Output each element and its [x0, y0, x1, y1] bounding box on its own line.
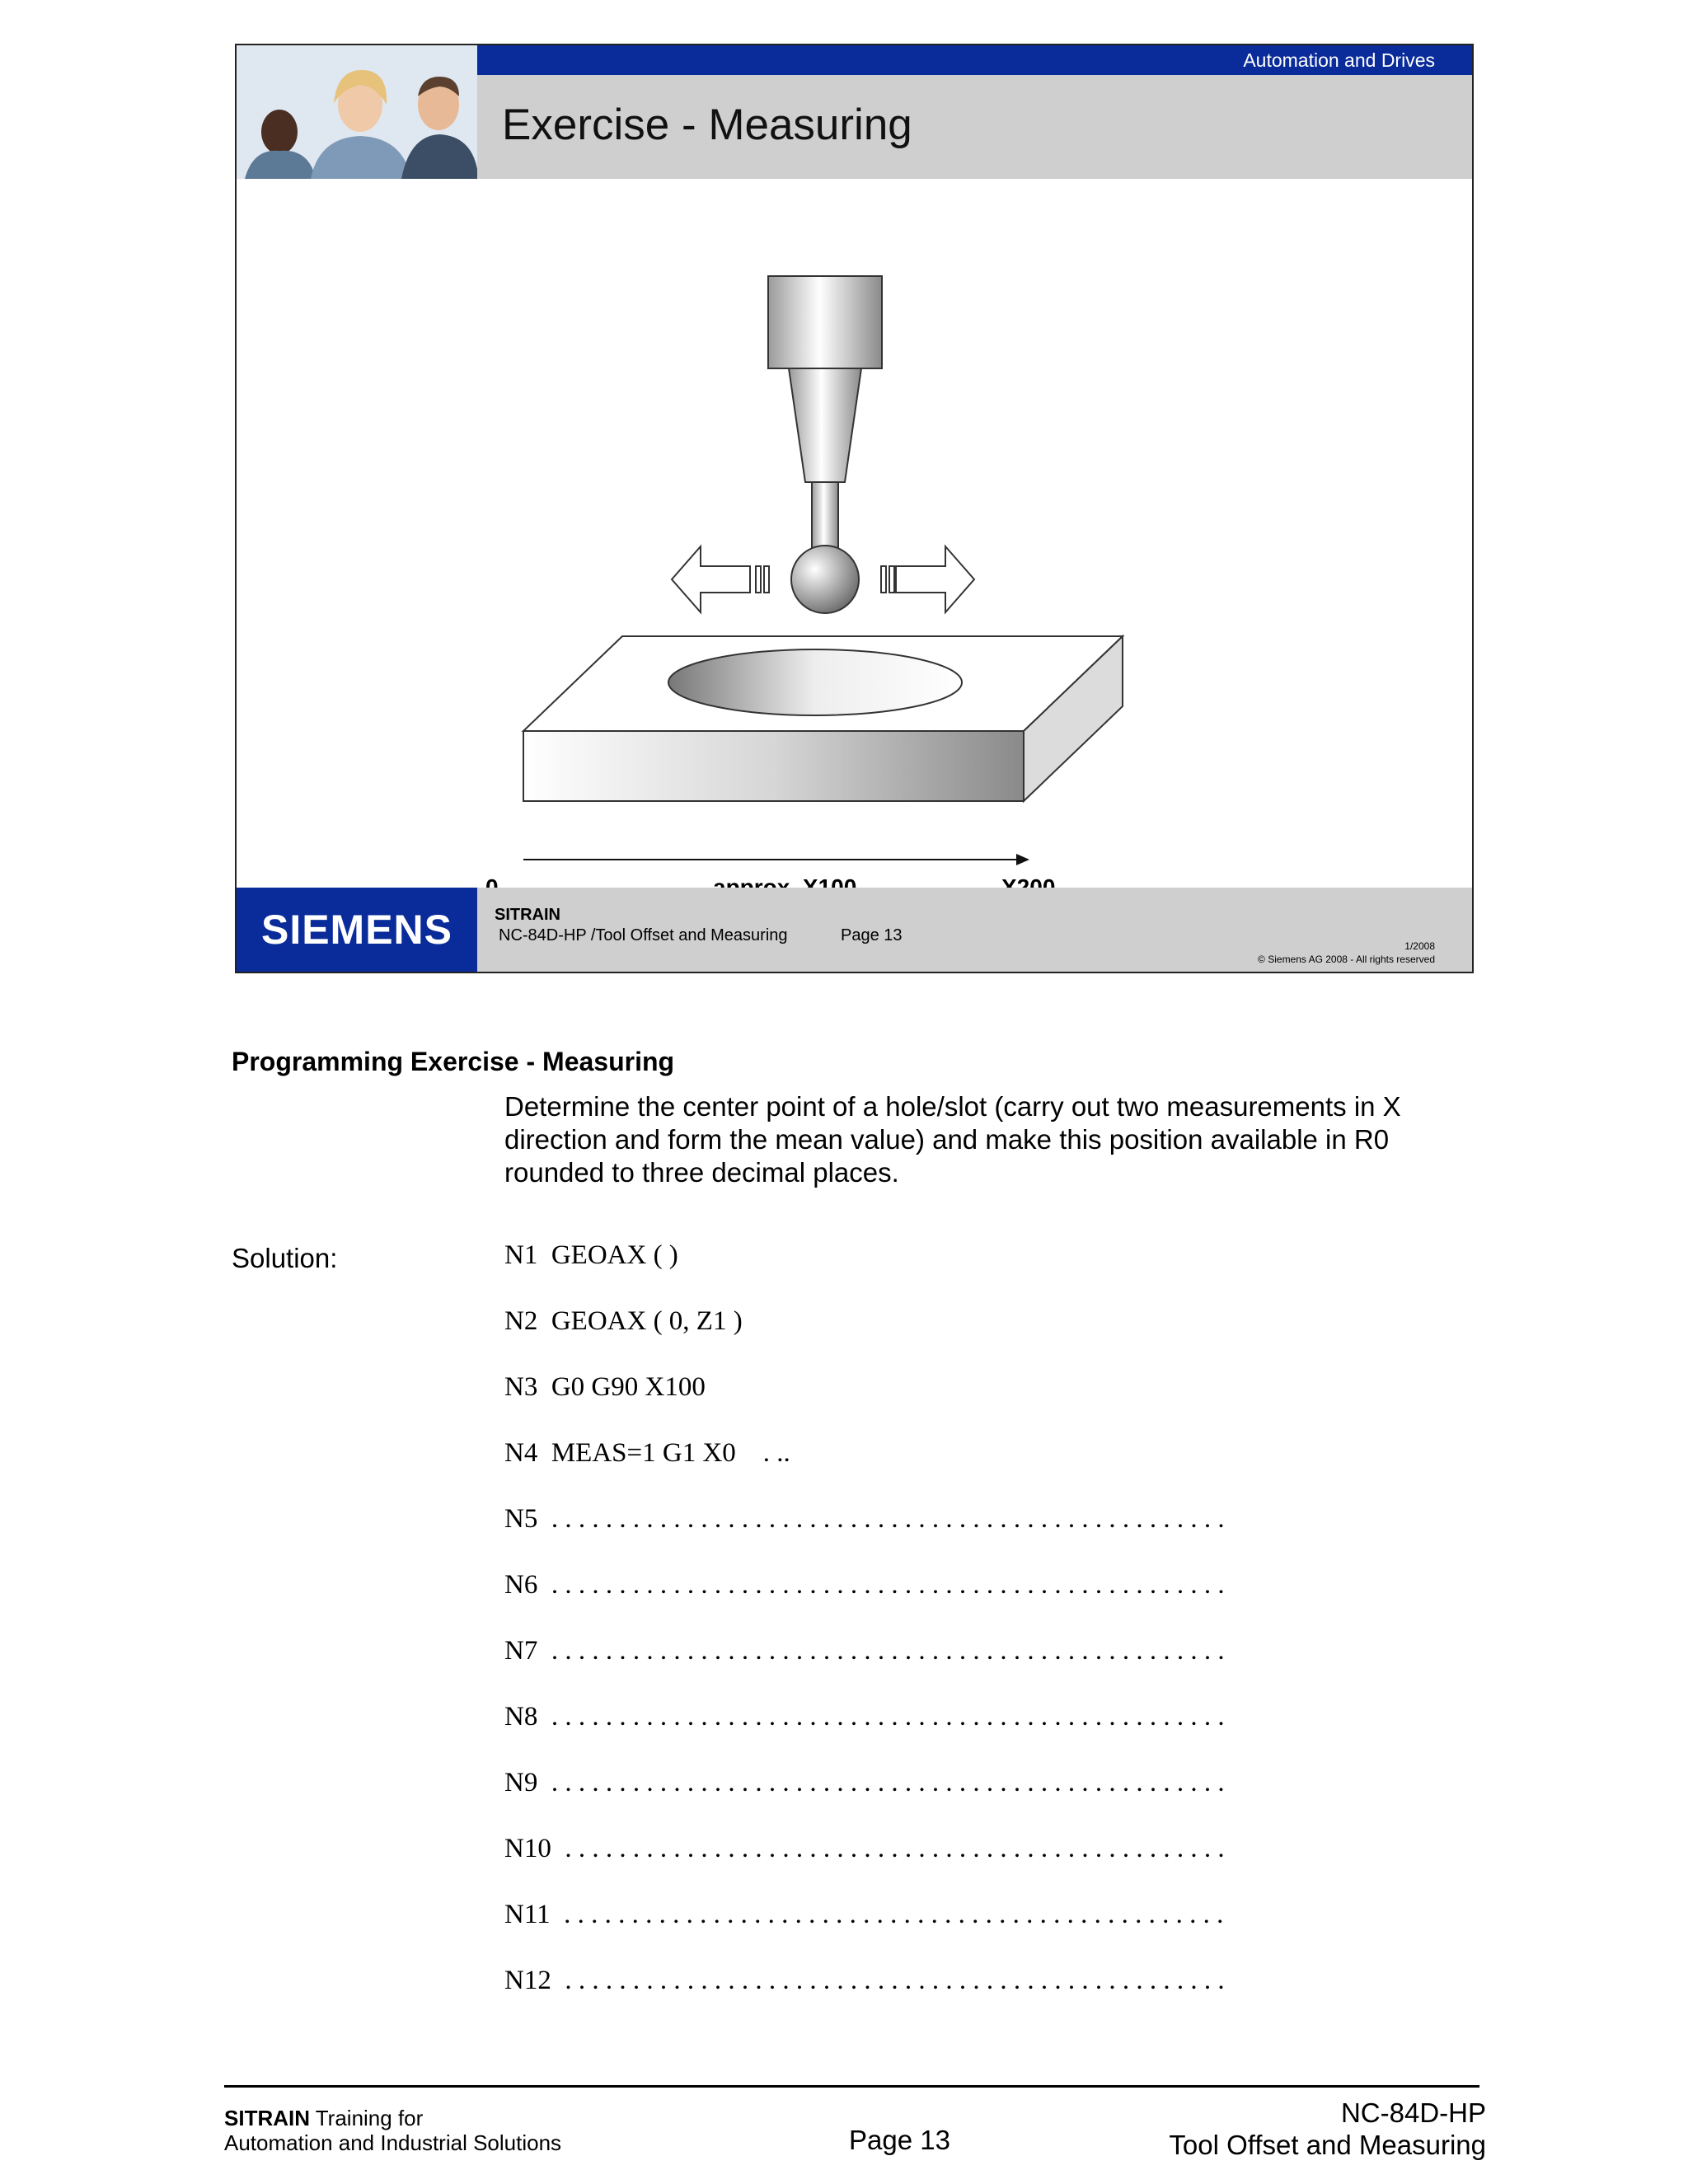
probe-ball: [791, 546, 859, 613]
probe-taper: [789, 368, 861, 482]
page-footer-left-line2: Automation and Industrial Solutions: [224, 2130, 562, 2155]
code-line: N10 . . . . . . . . . . . . . . . . . . . . . . . . . . . . . . . . . . . . . . . . . . . . . . . . .: [504, 1834, 1225, 1863]
hole: [668, 649, 962, 715]
code-line: N11 . . . . . . . . . . . . . . . . . . . . . . . . . . . . . . . . . . . . . . . . . . . . . . . . .: [504, 1900, 1224, 1929]
footer-page: Page 13: [841, 926, 903, 944]
workpiece-front: [523, 731, 1024, 801]
page-footer-course-title: Tool Offset and Measuring: [1169, 2130, 1486, 2160]
right-arrow: [881, 546, 974, 612]
solution-label: Solution:: [232, 1243, 338, 1273]
code-line: N2 GEOAX ( 0, Z1 ): [504, 1306, 743, 1336]
probe-holder: [768, 276, 882, 368]
footer-course: NC-84D-HP /Tool Offset and Measuring: [499, 926, 788, 944]
x-axis-arrowhead: [1016, 854, 1029, 865]
title-bar: [477, 75, 1472, 179]
code-line: N3 G0 G90 X100: [504, 1372, 706, 1402]
code-line: N4 MEAS=1 G1 X0 . ..: [504, 1438, 790, 1468]
page-footer-left-line1: [224, 2106, 423, 2131]
siemens-logo: SIEMENS: [237, 888, 477, 972]
brand-bar: [477, 45, 1472, 75]
page-footer-brand: SITRAIN: [224, 2106, 310, 2130]
code-line: N6 . . . . . . . . . . . . . . . . . . . . . . . . . . . . . . . . . . . . . . . . . . . . . . . . . .: [504, 1570, 1225, 1600]
slide-title: Exercise - Measuring: [502, 101, 912, 149]
code-line: N7 . . . . . . . . . . . . . . . . . . . . . . . . . . . . . . . . . . . . . . . . . . . . . . . . . .: [504, 1636, 1225, 1666]
footer-divider: [224, 2085, 1479, 2088]
code-line: N9 . . . . . . . . . . . . . . . . . . . . . . . . . . . . . . . . . . . . . . . . . . . . . . . . . .: [504, 1768, 1225, 1797]
slide-footer: [237, 888, 1472, 972]
code-line: N1 GEOAX ( ): [504, 1240, 678, 1270]
slide: [235, 44, 1474, 973]
measuring-diagram: [237, 179, 1472, 930]
code-line: N8 . . . . . . . . . . . . . . . . . . . . . . . . . . . . . . . . . . . . . . . . . . . . . . . . . .: [504, 1702, 1225, 1732]
header-photo: [237, 45, 477, 179]
page-number: Page 13: [849, 2125, 950, 2155]
exercise-heading: Programming Exercise - Measuring: [232, 1047, 675, 1076]
exercise-description: Determine the center point of a hole/slot (carry out two measurements in X direction and form the mean value) and make this position available in R0 rounded to three decimal places.: [504, 1091, 1401, 1188]
page-footer-course-code: NC-84D-HP: [1340, 2097, 1486, 2128]
code-line: N5 . . . . . . . . . . . . . . . . . . . . . . . . . . . . . . . . . . . . . . . . . . . . . . . . . .: [504, 1504, 1225, 1534]
brand-text: Automation and Drives: [1243, 49, 1435, 71]
page-footer-training: Training for: [310, 2106, 424, 2130]
people-photo-image: [237, 45, 477, 179]
footer-copyright: © Siemens AG 2008 - All rights reserved: [1258, 954, 1435, 965]
left-arrow: [672, 546, 769, 612]
footer-program: SITRAIN: [495, 906, 560, 924]
code-line: N12 . . . . . . . . . . . . . . . . . . . . . . . . . . . . . . . . . . . . . . . . . . . . . . . . .: [504, 1966, 1225, 1995]
footer-date: 1/2008: [1404, 940, 1435, 952]
